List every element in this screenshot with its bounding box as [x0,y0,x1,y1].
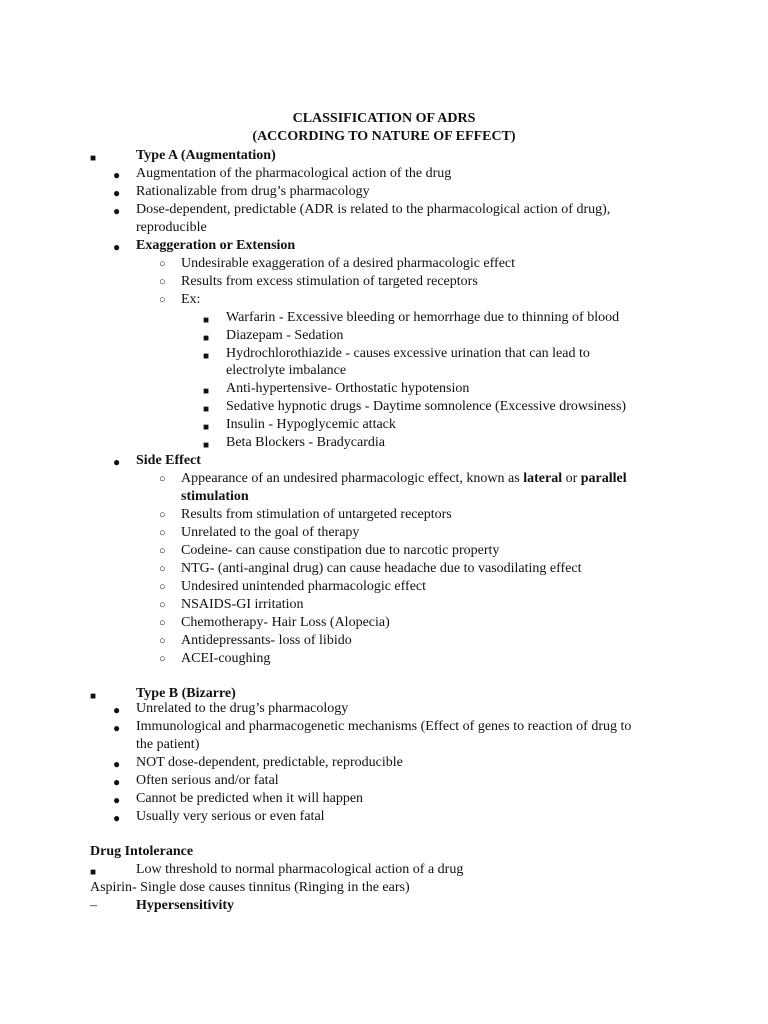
side-effect-item-1-cont: stimulation [181,489,249,504]
example-4: Anti-hypertensive- Orthostatic hypotension [226,381,470,396]
side-effect-item-7: NSAIDS-GI irritation [181,597,304,612]
circle-bullet-icon: ○ [159,276,166,288]
side-effect-heading: Side Effect [136,453,201,468]
square-bullet-icon: ■ [203,333,210,344]
bullet-icon: ● [113,721,121,735]
example-7: Beta Blockers - Bradycardia [226,435,385,450]
side-effect-item-9: Antidepressants- loss of libido [181,633,352,648]
square-bullet-icon: ■ [203,351,210,362]
example-1: Warfarin - Excessive bleeding or hemorrhage due to thinning of blood [226,310,620,325]
circle-bullet-icon: ○ [159,545,166,557]
type-b-heading: Type B (Bizarre) [136,686,236,701]
type-b-bullet-2-cont: the patient) [136,737,200,752]
type-a-heading: Type A (Augmentation) [136,148,276,163]
square-bullet-icon: ■ [90,691,97,702]
square-bullet-icon: ■ [203,386,210,397]
circle-bullet-icon: ○ [159,653,166,665]
type-b-bullet-2: Immunological and pharmacogenetic mechanisms (Effect of genes to reaction of drug to [136,719,632,734]
example-6: Insulin - Hypoglycemic attack [226,417,396,432]
square-bullet-icon: ■ [90,867,97,878]
side-effect-item-4: Codeine- can cause constipation due to narcotic property [181,543,500,558]
side-effect-item-5: NTG- (anti-anginal drug) can cause headache due to vasodilating effect [181,561,582,576]
dash-marker: – [90,898,97,913]
type-b-bullet-3: NOT dose-dependent, predictable, reproducible [136,755,403,770]
bullet-icon: ● [113,703,121,717]
bullet-icon: ● [113,757,121,771]
type-a-bullet-3: Dose-dependent, predictable (ADR is related to the pharmacological action of drug), [136,202,611,217]
bullet-icon: ● [113,793,121,807]
example-2: Diazepam - Sedation [226,328,344,343]
circle-bullet-icon: ○ [159,563,166,575]
hypersensitivity-heading: Hypersensitivity [136,898,234,913]
example-5: Sedative hypnotic drugs - Daytime somnolence (Excessive drowsiness) [226,399,627,414]
bullet-icon: ● [113,168,121,182]
drug-intolerance-item: Low threshold to normal pharmacological action of a drug [136,862,464,877]
type-b-bullet-4: Often serious and/or fatal [136,773,279,788]
circle-bullet-icon: ○ [159,599,166,611]
square-bullet-icon: ■ [203,440,210,451]
exaggeration-item-1: Undesirable exaggeration of a desired pharmacologic effect [181,256,516,271]
bullet-icon: ● [113,240,121,254]
square-bullet-icon: ■ [203,422,210,433]
bullet-icon: ● [113,775,121,789]
drug-intolerance-heading: Drug Intolerance [90,844,194,859]
type-b-bullet-6: Usually very serious or even fatal [136,809,325,824]
circle-bullet-icon: ○ [159,258,166,270]
side-effect-item-1: Appearance of an undesired pharmacologic effect, known as lateral or parallel [181,471,627,486]
circle-bullet-icon: ○ [159,509,166,521]
title-line-2: (ACCORDING TO NATURE OF EFFECT) [252,129,516,144]
bullet-icon: ● [113,204,121,218]
exaggeration-heading: Exaggeration or Extension [136,238,296,253]
square-bullet-icon: ■ [90,153,97,164]
example-3: Hydrochlorothiazide - causes excessive urination that can lead to [226,346,590,361]
circle-bullet-icon: ○ [159,473,166,485]
exaggeration-item-2: Results from excess stimulation of targeted receptors [181,274,478,289]
type-a-bullet-2: Rationalizable from drug’s pharmacology [136,184,370,199]
square-bullet-icon: ■ [203,404,210,415]
aspirin-line: Aspirin- Single dose causes tinnitus (Ringing in the ears) [90,880,410,895]
circle-bullet-icon: ○ [159,617,166,629]
exaggeration-item-3: Ex: [181,292,201,307]
bullet-icon: ● [113,811,121,825]
type-b-bullet-5: Cannot be predicted when it will happen [136,791,364,806]
example-3-cont: electrolyte imbalance [226,363,347,378]
bullet-icon: ● [113,455,121,469]
side-effect-item-6: Undesired unintended pharmacologic effect [181,579,427,594]
square-bullet-icon: ■ [203,315,210,326]
title-line-1: CLASSIFICATION OF ADRS [292,111,476,126]
circle-bullet-icon: ○ [159,294,166,306]
bullet-icon: ● [113,186,121,200]
side-effect-item-3: Unrelated to the goal of therapy [181,525,360,540]
side-effect-item-2: Results from stimulation of untargeted receptors [181,507,452,522]
circle-bullet-icon: ○ [159,581,166,593]
side-effect-item-8: Chemotherapy- Hair Loss (Alopecia) [181,615,390,630]
circle-bullet-icon: ○ [159,635,166,647]
side-effect-item-10: ACEI-coughing [181,651,271,666]
type-a-bullet-3-cont: reproducible [136,220,207,235]
type-b-bullet-1: Unrelated to the drug’s pharmacology [136,701,349,716]
type-a-bullet-1: Augmentation of the pharmacological action of the drug [136,166,452,181]
circle-bullet-icon: ○ [159,527,166,539]
